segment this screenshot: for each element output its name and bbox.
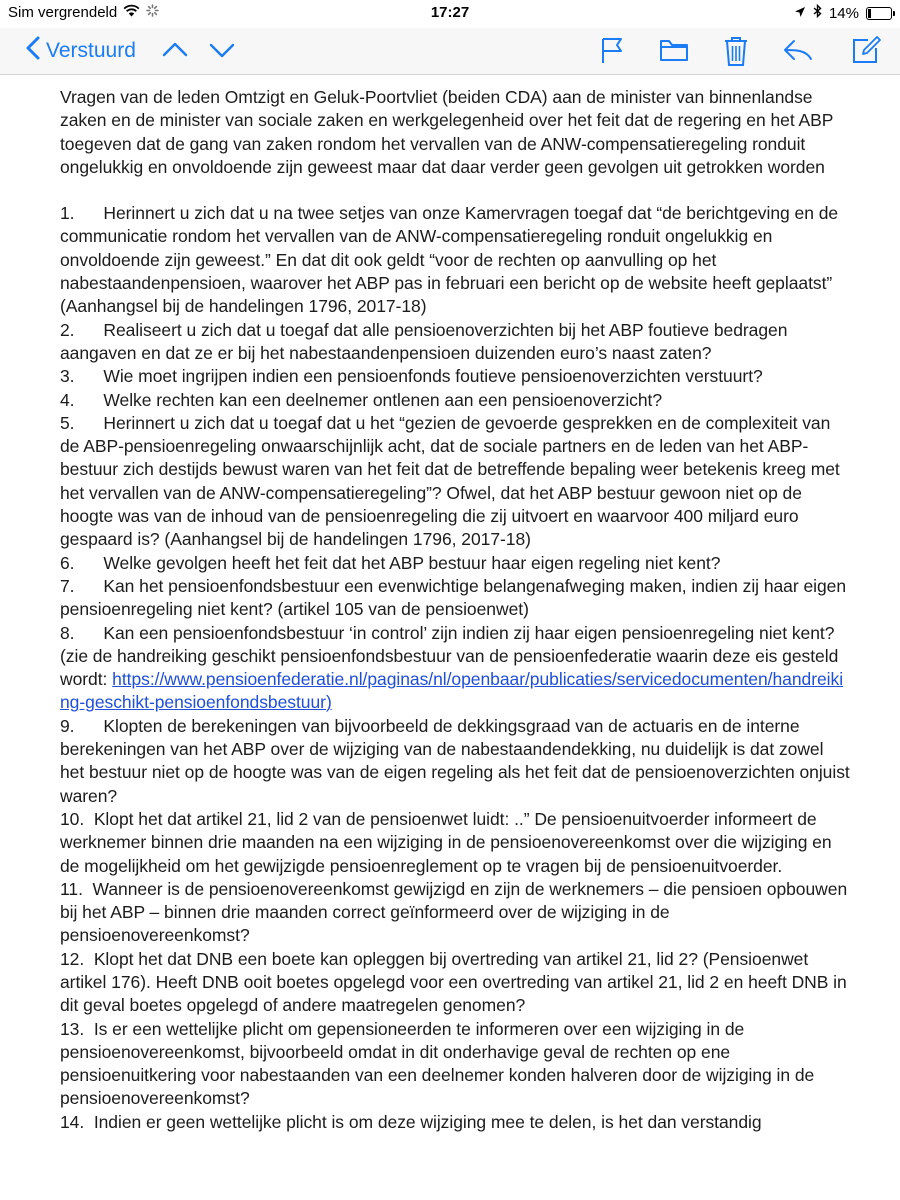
question-item [60,878,852,948]
question-item [60,319,852,366]
question-text: Wie moet ingrijpen indien een pensioenfonds foutieve pensioenoverzichten verstuurt? [103,366,763,387]
question-number: 7. [60,575,75,596]
mail-body [60,86,852,1134]
folder-icon[interactable] [658,35,690,70]
question-number: 4. [60,389,75,410]
question-text: Realiseert u zich dat u toegaf dat alle pensioenoverzichten bij het ABP foutieve bedragen aangaven en dat ze er bij het nabestaandenpensioen duizenden euro’s naast zaten? [60,319,788,363]
question-item [60,412,852,552]
pensioenfederatie-link[interactable]: https://www.pensioenfederatie.nl/paginas/nl/openbaar/publicaties/servicedocumenten/handreiking-geschikt-pensioenfondsbestuur [60,669,844,713]
flag-icon[interactable] [598,35,626,70]
back-button[interactable] [26,36,136,66]
question-item [60,389,852,412]
battery-icon [866,7,892,20]
question-text: Klopt het dat DNB een boete kan opleggen bij overtreding van artikel 21, lid 2? (Pensioenwet artikel 176). Heeft DNB ooit boetes opgelegd voor een overtreding van artikel 21, lid 2 en heeft DNB in dit geval boetes opgelegd of andere maatregelen genomen? [60,948,847,1016]
question-number: 6. [60,552,75,573]
question-text: Is er een wettelijke plicht om gepensioneerden te informeren over een wijziging in de pensioenovereenkomst, bijvoorbeeld omdat in dit onderhavige geval de rechten op ene pensioenuitkering voor nabestaanden van een deelnemer konden halveren door de wijziging in de pensioenovereenkomst? [60,1018,815,1109]
question-text-suffix: ) [325,692,332,713]
question-number: 10. [60,808,85,829]
battery-percentage: 14% [828,4,859,22]
question-text: Welke gevolgen heeft het feit dat het ABP bestuur haar eigen regeling niet kent? [103,552,721,573]
back-button-label: Verstuurd [46,39,136,62]
question-number: 3. [60,366,75,387]
question-item [60,622,852,715]
question-item [60,948,852,1018]
reply-icon[interactable] [782,35,814,70]
question-item [60,715,852,808]
question-text: Indien er geen wettelijke plicht is om deze wijziging mee te delen, is het dan verstandig [93,1111,762,1132]
carrier-label: Sim vergrendeld [8,4,118,21]
question-item [60,365,852,388]
question-list [60,202,852,1134]
question-number: 8. [60,622,75,643]
question-number: 11. [60,878,83,899]
chevron-left-icon [26,36,40,66]
status-bar [0,0,900,28]
question-number: 1. [60,203,75,224]
question-item [60,575,852,622]
location-icon [794,5,806,22]
question-number: 9. [60,715,75,736]
question-text: Wanneer is de pensioenovereenkomst gewijzigd en zijn de werknemers – die pensioen opbouwen bij het ABP – binnen drie maanden correct geïnformeerd over de wijziging in de pensioenovereenkomst? [60,878,848,946]
question-text: Welke rechten kan een deelnemer ontlenen aan een pensioenoverzicht? [103,389,663,410]
bluetooth-icon [813,4,822,22]
question-item [60,808,852,878]
question-item [60,202,852,318]
question-text: Herinnert u zich dat u toegaf dat u het “gezien de gevoerde gesprekken en de complexiteit van de ABP-pensioenregeling onwaarschijnlijk acht, dat de sociale partners en de leden van het ABP-bestuur zich destijds bewust waren van het feit dat de betreffende bepaling weer betekenis kreeg met het vervallen van de ANW-compensatieregeling”? Ofwel, dat het ABP bestuur gewoon niet op de hoogte was van de inhoud van de pensioenregeling die zij uitvoert en waarvoor 400 miljard euro gespaard is? (Aanhangsel bij de handelingen 1796, 2017-18) [60,412,840,550]
question-text: Kan het pensioenfondsbestuur een evenwichtige belangenafweging maken, indien zij haar eigen pensioenregeling niet kent? (artikel 105 van de pensioenwet) [60,575,847,620]
clock: 17:27 [430,4,470,21]
question-text: Klopt het dat artikel 21, lid 2 van de pensioenwet luidt: ..” De pensioenuitvoerder informeert de werknemer binnen drie maanden na een wijziging in de pensioenovereenkomst over die wijziging en de mogelijkheid om het gewijzigde pensioenreglement op te vragen bij de pensioenuitvoerder. [60,808,832,876]
battery-level [868,9,871,18]
question-item [60,1111,852,1134]
question-number: 13. [60,1018,85,1039]
mail-toolbar [0,28,900,75]
question-text: Klopten de berekeningen van bijvoorbeeld de dekkingsgraad van de actuaris en de interne berekeningen van het ABP over de wijziging van de nabestaandendekking, nu duidelijk is dat zowel het bestuur niet op de hoogte was van de eigen regeling als het feit dat de pensioenoverzichten onjuist waren? [60,715,850,806]
question-number: 12. [60,948,85,969]
question-text: Kan een pensioenfondsbestuur ‘in control’ zijn indien zij haar eigen pensioenregeling niet kent? (zie de handreiking geschikt pensioenfondsbestuur van de pensioenfederatie waarin deze eis gesteld wordt: [60,622,839,690]
previous-message-chevron-up-icon[interactable] [160,35,190,70]
question-item [60,1018,852,1111]
mail-intro: Vragen van de leden Omtzigt en Geluk-Poortvliet (beiden CDA) aan de minister van binnenlandse zaken en de minister van sociale zaken en werkgelegenheid over het feit dat de regering en het ABP toegeven dat de gang van zaken rondom het vervallen van de ANW-compensatieregeling ronduit ongelukkig en onvoldoende zijn geweest maar dat daar verder geen gevolgen uit getrokken worden [60,87,834,177]
question-number: 14. [60,1111,85,1132]
next-message-chevron-down-icon[interactable] [207,35,237,70]
compose-icon[interactable] [850,35,882,70]
trash-icon[interactable] [722,35,750,72]
question-number: 5. [60,412,75,433]
question-number: 2. [60,319,75,340]
question-item [60,552,852,575]
question-text: Herinnert u zich dat u na twee setjes van onze Kamervragen toegaf dat “de berichtgeving en de communicatie rondom het vervallen van de ANW-compensatieregeling ronduit ongelukkig en onvoldoende zijn geweest.” En dat dit ook geldt “voor de rechten op aanvulling op het nabestaandenpensioen, waarover het ABP pas in februari een bericht op de website heeft geplaatst” (Aanhangsel bij de handelingen 1796, 2017-18) [60,203,839,317]
